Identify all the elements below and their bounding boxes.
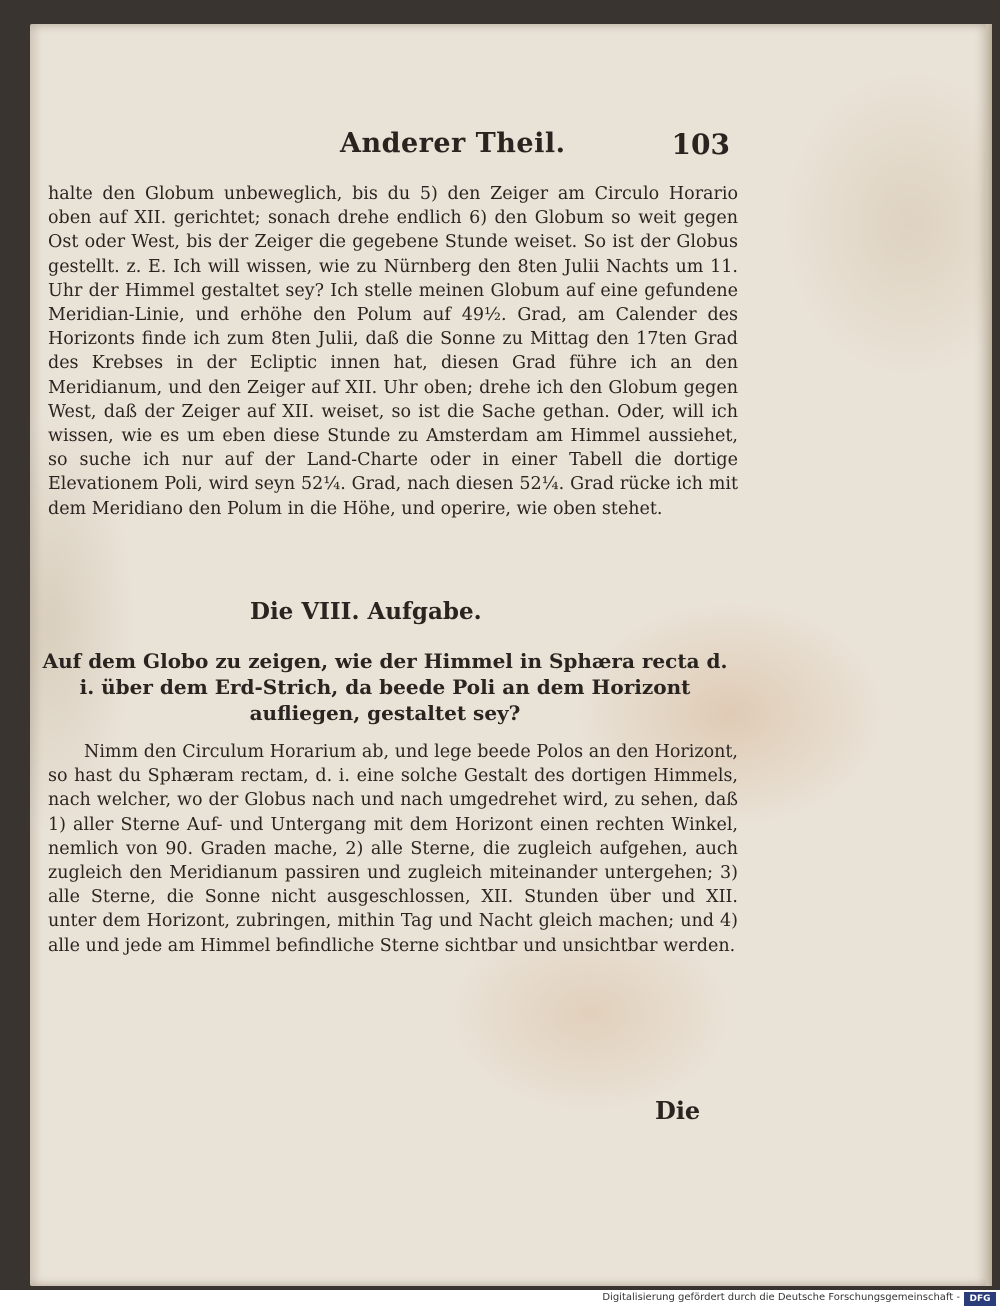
footer-bar xyxy=(0,1290,1000,1309)
section-title: Die VIII. Aufgabe. xyxy=(250,598,482,625)
body-paragraph-2: Nimm den Circulum Horarium ab, und lege beede Polos an den Horizont, so hast du Sphæram rectam, d. i. eine solche Gestalt des dortigen Himmels, nach welcher, wo der Globus nach und nach umgedrehet wird, zu sehen, daß 1) aller Sterne Auf- und Untergang mit dem Horizont einen rechten Winkel, nemlich von 90. Graden mache, 2) alle Sterne, die zugleich aufgehen, auch zugleich den Meridianum passiren und zugleich miteinander untergehen; 3) alle Sterne, die Sonne nicht ausgeschlossen, XII. Stunden über und XII. unter dem Horizont, zubringen, mithin Tag und Nacht gleich machen; und 4) alle und jede am Himmel befindliche Sterne sichtbar und unsichtbar werden. xyxy=(48,742,738,956)
problem-title: Auf dem Globo zu zeigen, wie der Himmel in Sphæra recta d. i. über dem Erd-Strich, da beede Poli an dem Horizont aufliegen, gestaltet sey? xyxy=(42,649,728,725)
catchword: Die xyxy=(655,1096,701,1125)
footer-credit: Digitalisierung gefördert durch die Deutsche Forschungsgemeinschaft - xyxy=(602,1292,960,1303)
dfg-logo xyxy=(964,1292,996,1306)
dfg-logo-text: DFG xyxy=(969,1294,991,1304)
running-head: Anderer Theil. xyxy=(340,128,566,159)
page-header xyxy=(300,128,730,168)
page-number: 103 xyxy=(671,128,730,161)
body-paragraph-1: halte den Globum unbeweglich, bis du 5) den Zeiger am Circulo Horario oben auf XII. gerichtet; sonach drehe endlich 6) den Globum so weit gegen Ost oder West, bis der Zeiger die gegebene Stunde weiset. So ist der Globus gestellt. z. E. Ich will wissen, wie zu Nürnberg den 8ten Julii Nachts um 11. Uhr der Himmel gestaltet sey? Ich stelle meinen Globum auf eine gefundene Meridian-Linie, und erhöhe den Polum auf 49½. Grad, am Calender des Horizonts finde ich zum 8ten Julii, daß die Sonne zu Mittag den 17ten Grad des Krebses in der Ecliptic innen hat, diesen Grad führe ich an den Meridianum, und den Zeiger auf XII. Uhr oben; drehe ich den Globum gegen West, daß der Zeiger auf XII. weiset, so ist die Sache gethan. Oder, will ich wissen, wie es um eben diese Stunde zu Amsterdam am Himmel aussiehet, so suche ich nur auf der Land-Charte oder in einer Tabell die dortige Elevationem Poli, wird seyn 52¼. Grad, nach diesen 52¼. Grad rücke ich mit dem Meridiano den Polum in die Höhe, und operire, wie oben stehet. xyxy=(48,184,738,519)
page-edge xyxy=(986,24,992,1286)
